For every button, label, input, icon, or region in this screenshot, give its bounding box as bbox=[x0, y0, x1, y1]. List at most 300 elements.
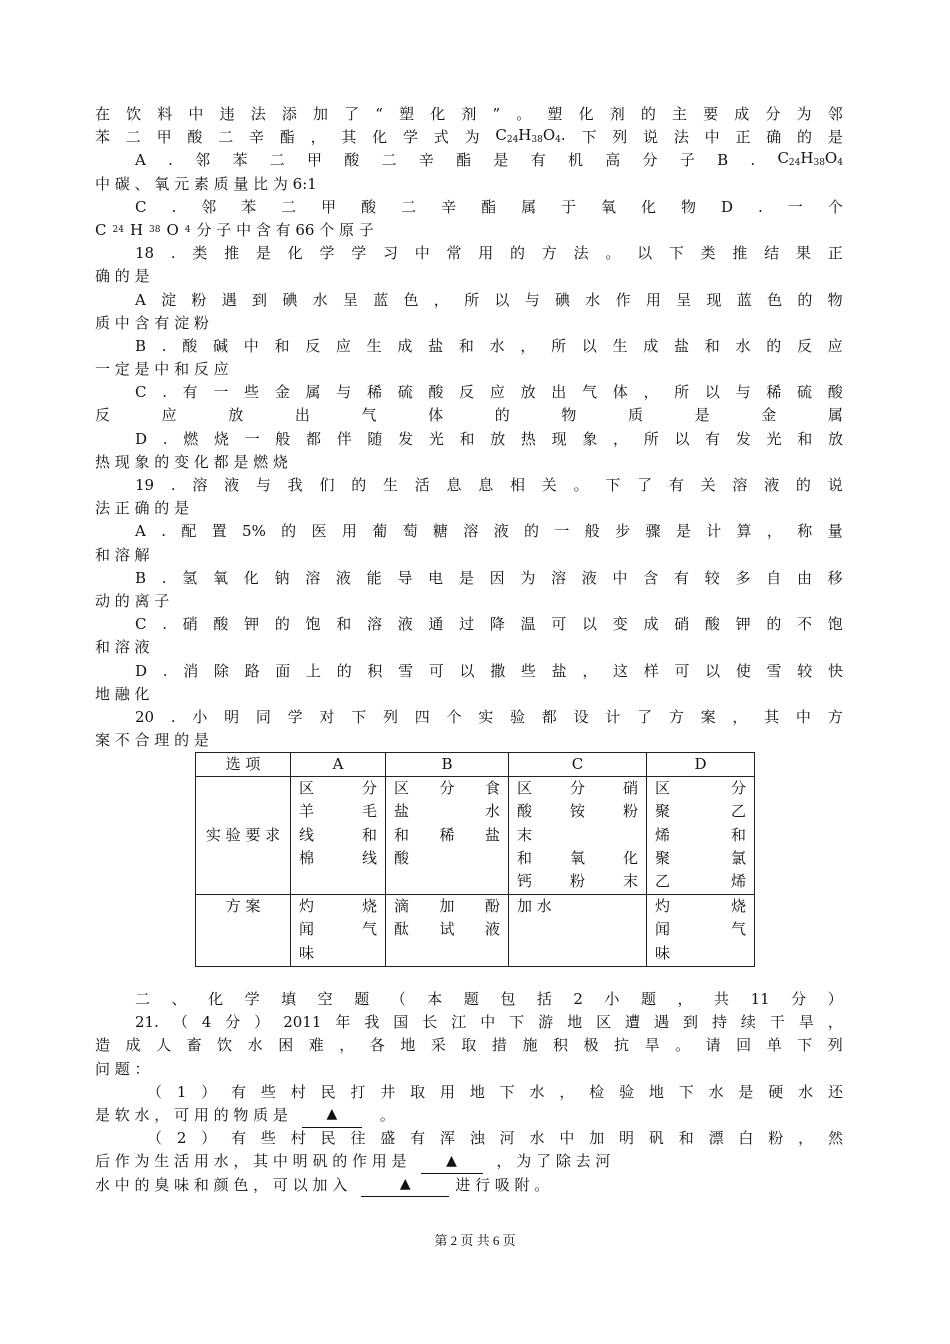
text-token: 粉 bbox=[622, 802, 638, 821]
text-token: 列 bbox=[612, 128, 628, 147]
text-token: 一 bbox=[787, 197, 803, 216]
text-token: 民 bbox=[320, 1082, 336, 1101]
text-token: 方 bbox=[541, 244, 557, 263]
text-token: 括 bbox=[536, 990, 552, 1008]
text-token: 由 bbox=[796, 568, 812, 587]
text-token: ， bbox=[433, 290, 449, 309]
text-token: 加 bbox=[439, 897, 455, 916]
text-token: 苯 bbox=[241, 197, 257, 216]
text-token: 聚 bbox=[655, 802, 671, 821]
text-token: 取 bbox=[461, 1036, 477, 1055]
text-token: 和 bbox=[458, 336, 474, 355]
text-token: 算 bbox=[736, 522, 752, 541]
text-token: 空 bbox=[317, 990, 333, 1008]
text-token: 国 bbox=[393, 1013, 409, 1032]
text-token: 现 bbox=[551, 429, 567, 448]
text-token: 小 bbox=[604, 990, 620, 1008]
text-token: 中 bbox=[795, 707, 811, 726]
text-token: 中 bbox=[414, 244, 430, 263]
text-token: 自 bbox=[766, 568, 782, 587]
text-token: 消 bbox=[183, 661, 199, 680]
text-token: 施 bbox=[522, 1036, 538, 1055]
text-token: 稀 bbox=[766, 383, 782, 402]
text-token: 光 bbox=[766, 429, 782, 448]
text-token: 各 bbox=[369, 1036, 385, 1055]
text-token: 生 bbox=[612, 336, 628, 355]
text-token: 有 bbox=[674, 568, 690, 587]
text-token: A bbox=[135, 151, 146, 170]
text-token: 的 bbox=[351, 476, 367, 494]
text-token: 、 bbox=[171, 990, 187, 1008]
text-token: 和 bbox=[274, 336, 290, 355]
text-token: 列 bbox=[827, 1036, 843, 1055]
text-token: 列 bbox=[382, 707, 398, 726]
text-token: 学 bbox=[319, 244, 335, 263]
text-token: . bbox=[161, 522, 166, 541]
text-token: 酸 bbox=[213, 615, 229, 634]
text-token: 热 bbox=[520, 429, 536, 448]
text-token: 常 bbox=[446, 244, 462, 263]
text-token: 以 bbox=[674, 429, 690, 448]
text-token: 和 bbox=[459, 429, 475, 448]
text-token: C bbox=[135, 197, 147, 216]
text-token: 和 bbox=[704, 336, 720, 355]
text-segment: 后 作 为 生 活 用 水 ， 其 中 明 矾 的 作 用 是 bbox=[95, 1152, 407, 1171]
text-token: 物 bbox=[561, 406, 577, 425]
text-token: 分 bbox=[791, 990, 807, 1008]
text-token: 的 bbox=[494, 406, 510, 425]
text-token: 果 bbox=[795, 244, 811, 263]
text-token: 滴 bbox=[394, 897, 410, 916]
text-token: 遭 bbox=[625, 1013, 641, 1032]
text-token: ， bbox=[798, 1129, 814, 1148]
text-token: C bbox=[135, 383, 147, 402]
text-line: 案 不 合 理 的 是 bbox=[95, 731, 209, 750]
text-token: 较 bbox=[797, 661, 813, 680]
text-token: 所 bbox=[551, 336, 567, 355]
text-line bbox=[95, 1081, 843, 1104]
text-token: 盐 bbox=[394, 802, 410, 821]
text-token: 稀 bbox=[366, 383, 382, 402]
text-token: 法 bbox=[573, 244, 589, 263]
text-token: 粉 bbox=[569, 871, 585, 890]
table-row bbox=[196, 777, 755, 895]
text-token: 息 bbox=[478, 476, 494, 494]
text-token: 5% bbox=[242, 522, 266, 541]
text-token: ， bbox=[339, 1036, 355, 1055]
answer-blank[interactable]: ▲ bbox=[302, 1103, 362, 1127]
text-token: 都 bbox=[306, 429, 322, 448]
text-token: 可 bbox=[674, 661, 690, 680]
text-token: 方 bbox=[668, 707, 684, 726]
text-token: 分 bbox=[730, 779, 746, 798]
text-token: 钾 bbox=[244, 615, 260, 634]
text-token: 。 bbox=[516, 105, 532, 123]
text-token: 碘 bbox=[554, 290, 570, 309]
text-token: 硫 bbox=[797, 383, 813, 402]
text-token: 甲 bbox=[307, 151, 323, 170]
text-token: 用 bbox=[645, 290, 661, 309]
text-line bbox=[95, 1034, 843, 1057]
text-token: 有 bbox=[410, 1129, 426, 1148]
text-token: 溶 bbox=[463, 522, 479, 541]
text-token: 水 bbox=[529, 1082, 545, 1101]
text-token: 盐 bbox=[484, 825, 500, 844]
text-token: 个 bbox=[827, 197, 843, 216]
text-token: 氢 bbox=[182, 568, 198, 587]
text-token: 的 bbox=[524, 522, 540, 541]
text-token: 味 bbox=[655, 943, 671, 962]
text-token: 的 bbox=[797, 290, 813, 309]
text-token: . bbox=[161, 336, 167, 355]
text-token: 酸 bbox=[827, 383, 843, 402]
text-token: 硝 bbox=[622, 779, 638, 798]
text-token: 溶 bbox=[551, 568, 567, 587]
text-token: 些 bbox=[520, 661, 536, 680]
text-token: 单 bbox=[766, 1036, 782, 1055]
text-token: 糖 bbox=[432, 522, 448, 541]
text-token: 水 bbox=[798, 1082, 814, 1101]
text-token: 然 bbox=[827, 1129, 843, 1148]
text-token: 干 bbox=[769, 1013, 785, 1032]
text-token: 是 bbox=[493, 151, 509, 170]
text-token: 可 bbox=[428, 661, 444, 680]
text-token: 2 bbox=[573, 990, 583, 1008]
text-token: 气 bbox=[361, 920, 377, 939]
table-header-row bbox=[196, 753, 755, 777]
text-token: 以 bbox=[582, 615, 598, 634]
text-token: 矾 bbox=[648, 1129, 664, 1148]
text-line bbox=[95, 474, 843, 497]
text-token: 毛 bbox=[361, 802, 377, 821]
text-token: 酸 bbox=[394, 848, 410, 867]
text-token: 饱 bbox=[827, 615, 843, 634]
text-token: 这 bbox=[613, 661, 629, 680]
text-token: 羊 bbox=[299, 802, 315, 821]
text-token: 可 bbox=[551, 615, 567, 634]
text-token: 水 bbox=[708, 1082, 724, 1101]
text-token: （ bbox=[390, 990, 406, 1008]
text-line bbox=[95, 428, 843, 451]
text-token: 食 bbox=[484, 779, 500, 798]
text-token: 一 bbox=[213, 383, 229, 402]
text-token: 有 bbox=[231, 1082, 247, 1101]
text-token: 分 bbox=[439, 779, 455, 798]
text-token: 伴 bbox=[336, 429, 352, 448]
text-token: 结 bbox=[764, 244, 780, 263]
text-token: 粉 bbox=[191, 290, 207, 309]
text-token: ， bbox=[559, 1082, 575, 1101]
text-token: . bbox=[758, 197, 763, 216]
text-token: 体 bbox=[612, 383, 628, 402]
text-token: 的 bbox=[797, 128, 813, 147]
text-token: 化 bbox=[430, 105, 446, 123]
table-cell bbox=[647, 777, 755, 895]
text-token: 推 bbox=[732, 244, 748, 263]
text-token: 其 bbox=[341, 128, 357, 147]
text-token: 分 bbox=[569, 779, 585, 798]
text-line: 地 融 化 bbox=[95, 684, 150, 703]
text-token: 其 bbox=[764, 707, 780, 726]
text-token: 习 bbox=[382, 244, 398, 263]
text-token: 末 bbox=[517, 825, 533, 844]
text-line bbox=[95, 404, 843, 427]
text-token: 措 bbox=[491, 1036, 507, 1055]
text-token: 学 bbox=[402, 128, 418, 147]
text-token: 21. bbox=[135, 1013, 159, 1032]
text-token: 个 bbox=[446, 707, 462, 726]
text-line: 一 定 是 中 和 反 应 bbox=[95, 360, 229, 379]
table-row-label: 方 案 bbox=[196, 895, 291, 967]
text-token: 灼 bbox=[655, 897, 671, 916]
table-cell bbox=[509, 777, 647, 895]
text-token: 萄 bbox=[402, 522, 418, 541]
text-token: 村 bbox=[290, 1082, 306, 1101]
text-token: 蓝 bbox=[373, 290, 389, 309]
text-token: 棉 bbox=[299, 848, 315, 867]
text-token: （ bbox=[147, 1082, 163, 1101]
text-token: 验 bbox=[619, 1082, 635, 1101]
text-token: 邻 bbox=[827, 105, 843, 123]
text-token: 下 bbox=[509, 1013, 525, 1032]
text-token: 溶 bbox=[192, 476, 208, 494]
text-segment: 。 bbox=[379, 1105, 395, 1124]
text-token: 含 bbox=[643, 568, 659, 587]
text-token: 分 bbox=[361, 779, 377, 798]
text-line bbox=[95, 1150, 843, 1173]
text-token: 我 bbox=[287, 476, 303, 494]
text-token: 分 bbox=[642, 151, 658, 170]
text-token: 和 bbox=[730, 825, 746, 844]
text-token: 计 bbox=[605, 707, 621, 726]
text-token: 乙 bbox=[655, 871, 671, 890]
text-token: 酸 bbox=[344, 151, 360, 170]
text-token: 饱 bbox=[305, 615, 321, 634]
text-token: ， bbox=[613, 429, 629, 448]
text-token: 地 bbox=[400, 1036, 416, 1055]
text-line bbox=[95, 1174, 843, 1197]
text-token: . bbox=[170, 476, 176, 494]
text-token: 井 bbox=[380, 1082, 396, 1101]
text-token: 称 bbox=[797, 522, 813, 541]
text-token: 下 bbox=[499, 1082, 515, 1101]
text-token: 二 bbox=[218, 128, 234, 147]
text-token: 推 bbox=[224, 244, 240, 263]
text-token: . bbox=[171, 197, 177, 216]
text-token: . bbox=[162, 615, 167, 634]
text-token: 色 bbox=[767, 290, 783, 309]
text-token: 的 bbox=[640, 105, 656, 123]
text-token: 分 bbox=[225, 1013, 241, 1032]
text-segment: 进 行 吸 附 。 bbox=[455, 1175, 550, 1194]
text-token: 盐 bbox=[428, 336, 444, 355]
text-token: 酸 bbox=[187, 128, 203, 147]
text-token: 区 bbox=[517, 779, 533, 798]
text-token: 和 bbox=[517, 848, 533, 867]
text-token: 硫 bbox=[397, 383, 413, 402]
text-token: 通 bbox=[428, 615, 444, 634]
text-token: 电 bbox=[428, 568, 444, 587]
text-token: . bbox=[162, 383, 167, 402]
text-token: D bbox=[721, 197, 734, 216]
text-token: 燃 bbox=[183, 429, 199, 448]
text-token: 我 bbox=[364, 1013, 380, 1032]
answer-blank[interactable]: ▲ bbox=[361, 1173, 449, 1197]
text-token: 还 bbox=[827, 1082, 843, 1101]
text-token: 20 bbox=[135, 707, 155, 726]
text-token: 应 bbox=[335, 336, 351, 355]
text-line: 确 的 是 bbox=[95, 267, 150, 286]
text-token: 的 bbox=[766, 336, 782, 355]
text-token: 闻 bbox=[655, 920, 671, 939]
text-token: D bbox=[135, 661, 148, 680]
text-token: 较 bbox=[704, 568, 720, 587]
text-token: 中 bbox=[243, 336, 259, 355]
text-token: 色 bbox=[403, 290, 419, 309]
text-token: 钠 bbox=[274, 568, 290, 587]
text-token: 回 bbox=[736, 1036, 752, 1055]
text-token: 与 bbox=[524, 290, 540, 309]
text-token: 了 bbox=[344, 105, 360, 123]
text-token: 法 bbox=[673, 128, 689, 147]
text-token: 添 bbox=[281, 105, 297, 123]
text-token: 四 bbox=[414, 707, 430, 726]
text-token: 江 bbox=[451, 1013, 467, 1032]
text-token: . bbox=[161, 568, 167, 587]
text-token: 关 bbox=[700, 476, 716, 494]
text-token: 说 bbox=[827, 476, 843, 494]
text-token: 二 bbox=[269, 151, 285, 170]
text-token: 料 bbox=[157, 105, 173, 123]
text-token: 续 bbox=[740, 1013, 756, 1032]
text-token: 反 bbox=[305, 336, 321, 355]
text-token: 区 bbox=[299, 779, 315, 798]
text-token: 二 bbox=[381, 151, 397, 170]
text-token: 氧 bbox=[601, 197, 617, 216]
text-token: 是 bbox=[255, 244, 271, 263]
table-cell: 加 水 bbox=[509, 895, 647, 967]
text-token: 温 bbox=[520, 615, 536, 634]
text-token: 光 bbox=[428, 429, 444, 448]
table-header-cell: 选 项 bbox=[196, 753, 291, 777]
text-token: 使 bbox=[735, 661, 751, 680]
text-token: 是 bbox=[738, 1082, 754, 1101]
text-token: 是 bbox=[675, 522, 691, 541]
text-line bbox=[95, 126, 843, 149]
text-token: 下 bbox=[668, 244, 684, 263]
table-row bbox=[196, 895, 755, 967]
text-token: 能 bbox=[366, 568, 382, 587]
text-token: 碘 bbox=[282, 290, 298, 309]
text-token: 浑 bbox=[439, 1129, 455, 1148]
text-token: 变 bbox=[612, 615, 628, 634]
text-token: 乙 bbox=[730, 802, 746, 821]
text-token: 确 bbox=[766, 128, 782, 147]
text-line: 和 溶 解 bbox=[95, 545, 150, 564]
text-token: 类 bbox=[700, 244, 716, 263]
text-token: 案 bbox=[700, 707, 716, 726]
text-line bbox=[95, 381, 843, 404]
text-token: 氧 bbox=[569, 848, 585, 867]
text-token: 稀 bbox=[439, 825, 455, 844]
text-token: 水 bbox=[529, 1129, 545, 1148]
text-token: 一 bbox=[554, 522, 570, 541]
text-token: A bbox=[135, 522, 146, 541]
text-token: 为 bbox=[464, 128, 480, 147]
text-token: 的 bbox=[336, 661, 352, 680]
text-line bbox=[95, 149, 843, 172]
text-token: 属 bbox=[827, 406, 843, 425]
text-token: 物 bbox=[827, 290, 843, 309]
text-token: 要 bbox=[703, 105, 719, 123]
text-line: 动 的 离 子 bbox=[95, 591, 170, 610]
text-token: 苯 bbox=[232, 151, 248, 170]
text-token: 象 bbox=[582, 429, 598, 448]
text-token: 民 bbox=[320, 1129, 336, 1148]
text-token: . bbox=[168, 151, 173, 170]
text-token: 化 bbox=[243, 568, 259, 587]
text-token: 有 bbox=[182, 383, 198, 402]
text-token: 地 bbox=[469, 1082, 485, 1101]
text-token: 雪 bbox=[766, 661, 782, 680]
text-token: 成 bbox=[643, 336, 659, 355]
answer-blank[interactable]: ▲ bbox=[421, 1150, 483, 1174]
text-token: 水 bbox=[484, 802, 500, 821]
text-token: 抗 bbox=[614, 1036, 630, 1055]
text-token: 液 bbox=[764, 476, 780, 494]
text-token: 蓝 bbox=[736, 290, 752, 309]
text-token: 发 bbox=[735, 429, 751, 448]
text-token: ， bbox=[582, 661, 598, 680]
text-token: ， bbox=[310, 128, 326, 147]
text-token: 辛 bbox=[248, 128, 264, 147]
text-token: B bbox=[135, 336, 147, 355]
text-token: 辛 bbox=[418, 151, 434, 170]
text-line: 和 溶 液 bbox=[95, 638, 150, 657]
text-token: 骤 bbox=[645, 522, 661, 541]
text-token: 区 bbox=[394, 779, 410, 798]
text-token: 所 bbox=[643, 429, 659, 448]
text-token: 上 bbox=[306, 661, 322, 680]
text-token: 检 bbox=[589, 1082, 605, 1101]
text-token: C bbox=[135, 615, 147, 634]
text-line bbox=[95, 1127, 843, 1150]
text-token: 造 bbox=[95, 1036, 111, 1055]
text-token: 撒 bbox=[490, 661, 506, 680]
text-token: 旱 bbox=[644, 1036, 660, 1055]
text-token: 氯 bbox=[730, 848, 746, 867]
text-token: 以 bbox=[459, 661, 475, 680]
text-token: ） bbox=[201, 1129, 217, 1148]
text-token: 生 bbox=[366, 336, 382, 355]
text-token: ， bbox=[827, 1013, 843, 1032]
text-token: 息 bbox=[446, 476, 462, 494]
text-token: 质 bbox=[628, 406, 644, 425]
text-token: 正 bbox=[735, 128, 751, 147]
text-token: 的 bbox=[766, 615, 782, 634]
text-line bbox=[95, 567, 843, 590]
text-token: . bbox=[170, 707, 176, 726]
text-token: 酯 bbox=[456, 151, 472, 170]
text-token: 液 bbox=[493, 522, 509, 541]
text-token: 填 bbox=[281, 990, 297, 1008]
text-token: 高 bbox=[605, 151, 621, 170]
text-token: 气 bbox=[361, 406, 377, 425]
text-token: 辛 bbox=[441, 197, 457, 216]
text-token: 酚 bbox=[484, 897, 500, 916]
text-token: 活 bbox=[414, 476, 430, 494]
text-token: 为 bbox=[520, 568, 536, 587]
